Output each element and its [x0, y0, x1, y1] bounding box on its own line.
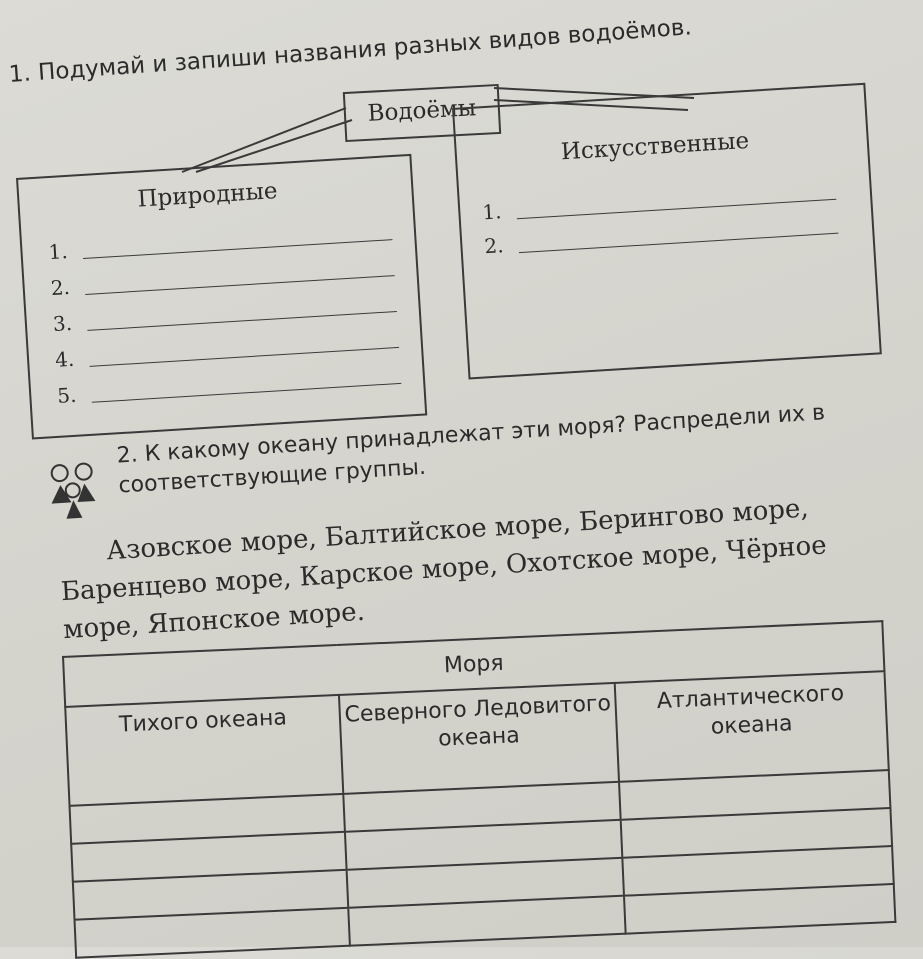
- task2-title: 2. К какому океану принадлежат эти моря? Распредели их в соответствующие группы.: [115, 400, 826, 499]
- answer-line[interactable]: [519, 233, 838, 254]
- root-label: Водоёмы: [366, 95, 477, 127]
- pair-work-icon: [45, 460, 111, 526]
- natural-number: 1.: [47, 239, 69, 265]
- column-header-pacific: Тихого океана: [65, 695, 343, 806]
- table-header: Моря: [63, 621, 884, 707]
- natural-box: [16, 154, 427, 440]
- natural-number: 3.: [52, 310, 73, 336]
- natural-number: 4.: [54, 346, 75, 372]
- answer-line[interactable]: [517, 199, 836, 220]
- task1-title: 1. Подумай и запиши названия разных видов водоёмов.: [8, 14, 693, 88]
- artificial-box: [452, 83, 882, 380]
- answer-line[interactable]: [90, 347, 399, 367]
- seas-list-text: Азовское море, Балтийское море, Берингово море, Баренцево море, Карское море, Охотское море, Чёрное море, Японское море.: [60, 493, 828, 646]
- natural-number: 2.: [50, 274, 71, 301]
- artificial-number: 1.: [481, 199, 503, 225]
- seas-table: [62, 620, 896, 959]
- answer-line[interactable]: [92, 383, 401, 403]
- artificial-number: 2.: [483, 233, 505, 259]
- answer-line[interactable]: [87, 311, 396, 331]
- column-header-atlantic: Атлантического океана: [615, 671, 889, 782]
- answer-line[interactable]: [85, 275, 394, 295]
- artificial-title: Искусственные: [560, 127, 750, 166]
- answer-line[interactable]: [83, 239, 392, 259]
- natural-title: Природные: [136, 178, 279, 213]
- natural-number: 5.: [56, 382, 78, 408]
- column-header-arctic: Северного Ледовитого океана: [339, 683, 619, 794]
